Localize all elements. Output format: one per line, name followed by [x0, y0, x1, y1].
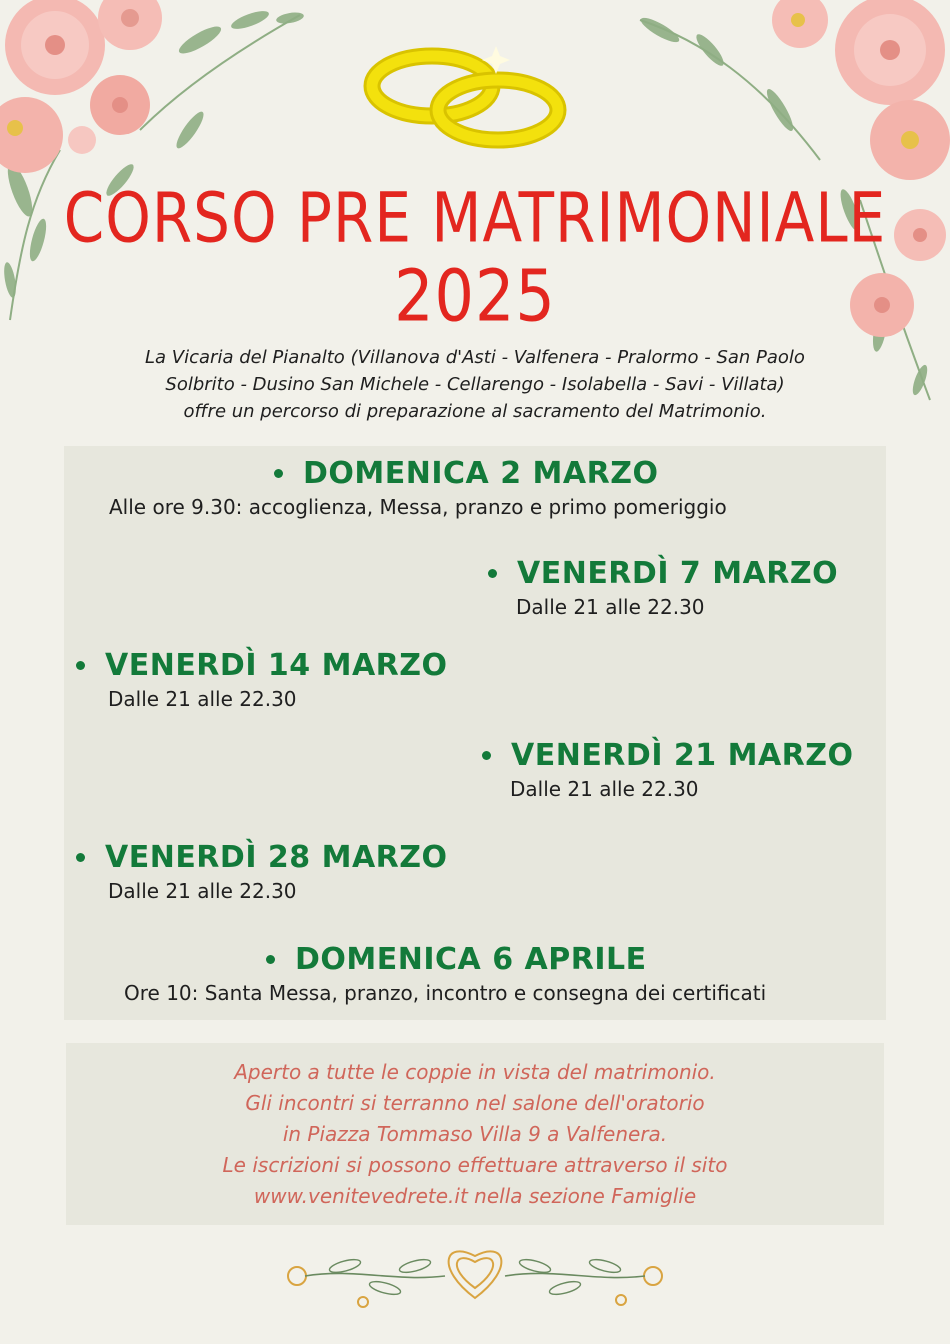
info-line: Le iscrizioni si possono effettuare attraverso il sito: [222, 1153, 728, 1177]
title-line-2: 2025: [394, 254, 556, 338]
wedding-rings-icon: [360, 38, 580, 158]
event-item: [124, 942, 767, 1005]
info-text: [66, 1057, 884, 1212]
bullet-icon: [488, 569, 497, 578]
event-title: VENERDÌ 14 MARZO: [105, 648, 448, 683]
schedule-box: [64, 446, 886, 1020]
event-desc: Dalle 21 alle 22.30: [108, 687, 297, 711]
website-link[interactable]: www.venitevedrete.it nella sezione Famiglie: [253, 1184, 697, 1208]
title-line-1: CORSO PRE MATRIMONIALE: [63, 178, 887, 259]
event-item: [76, 648, 448, 711]
intro-line: La Vicaria del Pianalto (Villanova d'Asti - Valfenera - Pralormo - San Paolo: [145, 347, 805, 368]
event-item: [482, 738, 854, 801]
event-desc: Dalle 21 alle 22.30: [510, 777, 699, 801]
intro-text: [75, 344, 875, 425]
event-item: [109, 456, 727, 519]
heart-vine-ornament: [285, 1238, 665, 1310]
event-desc: Alle ore 9.30: accoglienza, Messa, pranzo e primo pomeriggio: [109, 495, 727, 519]
event-item: [76, 840, 448, 903]
bullet-icon: [76, 853, 85, 862]
event-desc: Dalle 21 alle 22.30: [108, 879, 297, 903]
info-box: [66, 1043, 884, 1225]
event-title: VENERDÌ 21 MARZO: [511, 738, 854, 773]
event-title: DOMENICA 2 MARZO: [303, 456, 659, 491]
info-line: Gli incontri si terranno nel salone dell'oratorio: [245, 1091, 705, 1115]
event-desc: Dalle 21 alle 22.30: [516, 595, 705, 619]
bullet-icon: [76, 661, 85, 670]
event-title: VENERDÌ 28 MARZO: [105, 840, 448, 875]
intro-line: offre un percorso di preparazione al sacramento del Matrimonio.: [183, 401, 767, 422]
event-item: [488, 556, 838, 619]
info-line: Aperto a tutte le coppie in vista del matrimonio.: [234, 1060, 716, 1084]
event-desc: Ore 10: Santa Messa, pranzo, incontro e consegna dei certificati: [124, 981, 767, 1005]
info-line: in Piazza Tommaso Villa 9 a Valfenera.: [282, 1122, 668, 1146]
bullet-icon: [274, 469, 283, 478]
intro-line: Solbrito - Dusino San Michele - Cellarengo - Isolabella - Savi - Villata): [165, 374, 785, 395]
event-title: DOMENICA 6 APRILE: [295, 942, 647, 977]
event-title: VENERDÌ 7 MARZO: [517, 556, 839, 591]
bullet-icon: [482, 751, 491, 760]
bullet-icon: [266, 955, 275, 964]
